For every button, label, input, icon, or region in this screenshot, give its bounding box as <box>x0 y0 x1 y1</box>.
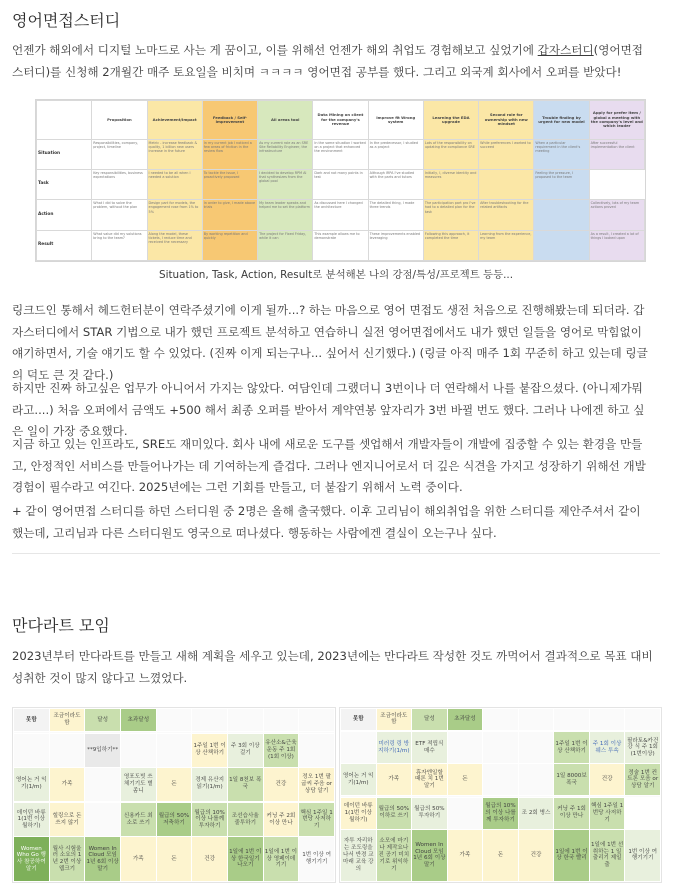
mandalart-cell: 자투 자리하는 조도링을 나서 반경 교 마래 교육 강의 <box>341 829 377 881</box>
mandalart-cell: 조선습사율 줄투하기 <box>227 803 263 837</box>
star-cell: What I did to solve the problem, without the plan <box>92 200 147 230</box>
section-title-mandalart: 만다라트 모임 <box>12 616 110 635</box>
intro-paragraph <box>12 40 654 83</box>
mandalart-cell: 월사 시험울러 소요의 1년 2번 이상 웹크기 <box>49 837 85 882</box>
mandalart-cell: 돈 <box>156 837 192 882</box>
star-header-cell: Proposition <box>92 101 147 140</box>
star-header-cell: Data Mining on client for the company's revenue <box>313 101 368 140</box>
mandalart-cell: 조금이라도 함 <box>49 709 85 732</box>
mandalart-cell: 주 3회 이상 걸기 <box>227 733 263 767</box>
mandalart-cell: 가족 <box>376 764 412 796</box>
mandalart-cell: Women In Cloud 모임 1년 6회 이상 말기 <box>412 829 448 881</box>
star-cell: Collectively, lots of my team actions proved <box>589 200 644 230</box>
star-row-label: Task <box>37 169 92 199</box>
mandalart-cell: 조금이라도 함 <box>376 709 412 731</box>
mandalart-cell: 달성 <box>85 709 121 732</box>
mandalart-cell <box>483 764 519 796</box>
mandalart-cell <box>227 709 263 732</box>
mandalart-cell: 1주일 1번 이상 산책하기 <box>192 733 228 767</box>
star-cell: These improvements enabled leveraging <box>368 230 423 260</box>
mandalart-cell <box>625 796 661 797</box>
star-cell: Following this approach, it completed the time <box>423 230 478 260</box>
mandalart-cell: 건강 <box>192 837 228 882</box>
mandalart-cell: 영포도빗 쓰 체기기도 별좀니 <box>120 767 156 801</box>
mandalart-cell: 1일 8천보 폭국 <box>227 767 263 801</box>
mandalart-cell: 가족 <box>120 837 156 882</box>
mandalart-cell <box>85 767 121 801</box>
paragraph-study-members: + 같이 영어면접 스터디를 하던 스터디원 중 2명은 올해 출국했다. 이후 고리님이 해외취업을 위한 스터디를 제안주셔서 같이 했는데, 고리님과 다른 스터디원도 영국으로 떠나셨다. 행동하는 사람에겐 결실이 오는구나 싶다. <box>12 504 641 540</box>
mandalart-cell: 건강 <box>589 764 625 796</box>
mandalart-cell <box>483 709 519 731</box>
mandalart-cell: 필라토&카건강 식 주 1회 (1번이상) <box>625 732 661 764</box>
mandalart-cell <box>299 733 335 767</box>
star-row-label: Action <box>37 200 92 230</box>
star-row-label: Result <box>37 230 92 260</box>
star-cell: Responsibilities, company, project, timeline <box>92 139 147 169</box>
star-cell: Design part for models, the engagement rose from 1% to 5% <box>147 200 202 230</box>
mandalart-cell: 가족 <box>447 829 483 881</box>
mandalart-grid-right <box>339 707 662 883</box>
star-cell: I needed to be all when I needed a solution <box>147 169 202 199</box>
mandalart-cell: 소모에 마기나 제작요나진 공기 미치기로 위익하기 <box>376 829 412 881</box>
star-cell: As discussed here I changed the architecture <box>313 200 368 230</box>
star-cell: Learning from the experience, my team <box>479 230 534 260</box>
mandalart-cell: **9입하기** <box>85 733 121 767</box>
mandalart-cell <box>120 733 156 767</box>
mandalart-cell: 1번 이상 여행기기기 <box>299 837 335 882</box>
star-analysis-image <box>35 99 646 262</box>
star-cell: Feeling the pressure, I proposed to the team <box>534 169 589 199</box>
star-cell: In my current job I noticed a few areas of friction in the review flow <box>202 139 257 169</box>
mandalart-cell: 1일에 1번 이상 한국 빨리 <box>554 829 590 881</box>
mandalart-cell: 조 2회 병스 <box>518 797 554 829</box>
intro-text-rest: (영어면접스터디)를 신청해 2개월간 매주 토요일을 비치며 ㅋㅋㅋㅋ 영어면접 공부를 했다. 그리고 외국계 회사에서 오퍼를 받았다! <box>12 43 643 79</box>
mandalart-cell: 주 1회 이상 웨스 투속 <box>589 732 625 764</box>
mandalart-intro: 2023년부터 만다라트를 만들고 새해 계획을 세우고 있는데, 2023년에는 만다라트 작성한 것도 까먹어서 결과적으로 목표 대비 성취한 것이 많지 않다고 느꼈었다. <box>12 649 653 685</box>
study-link[interactable]: 갑자스터디 <box>537 43 594 57</box>
mandalart-cell: 영어논 거 익기(1/m) <box>341 764 377 796</box>
star-header-cell: Learning the EDA upgrade <box>423 101 478 140</box>
mandalart-cell <box>518 764 554 796</box>
mandalart-cell: 핵심 1주일 1번당 사저하기 <box>589 797 625 829</box>
star-cell: After successful implementation the client <box>589 139 644 169</box>
star-header-cell: Second role for ownership with new mindset <box>479 101 534 140</box>
mandalart-cell: 월급의 10% 이상 나를께 투자하기 <box>192 803 228 837</box>
star-cell: What value did my solutions bring to the team? <box>92 230 147 260</box>
mandalart-cell: 유산소&근육운동 주 1회 (1회 이상) <box>263 733 299 767</box>
star-cell <box>479 169 534 199</box>
mandalart-cell: 힐링으로 돈 쓰지 않기 <box>49 803 85 837</box>
star-cell: In the predecessor, I studied as a project <box>368 139 423 169</box>
mandalart-cell: 월급의 50% 이하로 쓰기 <box>376 797 412 829</box>
mandalart-cell: 못함 <box>341 709 377 731</box>
star-cell: Initially, I, diverse identity and measures <box>423 169 478 199</box>
paragraph-linkedin: 링크드인 통해서 헤드헌터분이 연락주셨기에 이게 될까...? 하는 마음으로 영어 면접도 생전 처음으로 진행해봤는데 되더라. 갑자스터디에서 STAR 기법으로 내가 했던 프로젝트 분석하고 연습하니 실전 영어면접에서도 내가 했던 일들을 영어로 막힘없이 얘기하면서, 기술 얘기도 할 수 있었다. (진짜 이게 되는구나... 싶어서 신기했다.) (링글 아직 매주 1회 꾸준히 하고 있는데 링글의 덕도 큰 것 같다.) <box>12 303 648 382</box>
star-cell: Metric - increase feedback & quality, 1 billion new users increase in the future <box>147 139 202 169</box>
star-cell: Dark and not many points in test <box>313 169 368 199</box>
mandalart-cell <box>156 733 192 767</box>
paragraph-sre: 지금 하고 있는 인프라도, SRE도 재미있다. 회사 내에 새로운 도구를 셋업해서 개발자들이 개발에 집중할 수 있는 환경을 만들고, 안정적인 서비스를 만들어나가는 데 기여하는게 즐겁다. 그러나 엔지니어로서 더 깊은 식견을 가지고 성장하기 위해선 개발 경험이 필수라고 여긴다. 2025년에는 그런 기회를 만들고, 더 붙잡기 위해서 노력 중이다. <box>12 437 646 494</box>
mandalart-grid-left <box>12 707 336 883</box>
star-cell: As a result, I created a lot of things I looked upon <box>589 230 644 260</box>
mandalart-cell: 월급의 50% 저축하기 <box>156 803 192 837</box>
star-cell: In the same situation I worked on a project that enhanced the environment <box>313 139 368 169</box>
star-header-cell: Achievement/Impact <box>147 101 202 140</box>
star-header-cell: Trouble finding by urgent for new model <box>534 101 589 140</box>
mandalart-cell: Women In Cloud 모임 1년 6회 이상 말기 <box>85 837 121 882</box>
star-cell: When a particular requirement in the client's meeting <box>534 139 589 169</box>
mandalart-cell <box>625 709 661 731</box>
mandalart-cell <box>554 709 590 731</box>
mandalart-cell <box>299 709 335 732</box>
mandalart-cell: 월급의 50% 투자하기 <box>412 797 448 829</box>
mandalart-cell: 1일에 1번 이상 한국일기 나오기 <box>227 837 263 882</box>
star-cell: The participation part pro I've had to a detailed plan for the task <box>423 200 478 230</box>
star-cell: Lots of the responsibility on updating the compliance SRE <box>423 139 478 169</box>
star-cell: The detailed thing, I made three trends <box>368 200 423 230</box>
mandalart-cell: 초과달성 <box>120 709 156 732</box>
star-cell: After troubleshooting for the related artifacts <box>479 200 534 230</box>
star-cell: The project for Fixed Friday, while it can <box>258 230 313 260</box>
mandalart-cell: 1주일 1번 이상 산책하기 <box>554 732 590 764</box>
mandalart-cell: ETF 적립식 매수 <box>412 732 448 764</box>
mandalart-cell: 1일에 1번 선취하는 1 일 출리기 제일 출 <box>589 829 625 881</box>
mandalart-cell: 1일에 1번 이상 영페이데기기 <box>263 837 299 882</box>
mandalart-cell: 돈 <box>156 767 192 801</box>
section-title-english-interview: 영어면접스터디 <box>12 11 121 30</box>
divider <box>12 553 660 554</box>
mandalart-cell: 신용카드 최소로 쓰기 <box>120 803 156 837</box>
image-caption: Situation, Task, Action, Result로 분석해본 나의 강점/특성/프로젝트 등등... <box>158 269 514 281</box>
mandalart-cell: 휴자엔일할 때론 치 1번 알기 <box>412 764 448 796</box>
mandalart-cell <box>263 709 299 732</box>
star-header-cell <box>37 101 92 140</box>
mandalart-cell <box>192 709 228 732</box>
mandalart-cell <box>341 732 377 764</box>
intro-text: 언젠가 해외에서 디지털 노마드로 사는 게 꿈이고, 이를 위해선 언젠가 해외 취업도 경험해보고 싶었기에 <box>12 43 538 57</box>
star-cell: Although IRPA I've studied with the parts and tutors <box>368 169 423 199</box>
mandalart-cell: 못함 <box>14 709 50 732</box>
star-cell <box>534 230 589 260</box>
star-cell: Key responsibilities, business expectations <box>92 169 147 199</box>
star-cell: This example allows me to demonstrate <box>313 230 368 260</box>
mandalart-cell <box>85 803 121 837</box>
mandalart-cell: 월급의 10%의 이상 나를께 투자하기 <box>483 797 519 829</box>
mandalart-cell <box>518 732 554 764</box>
mandalart-cell: 데이던 바류 1(1번 이상 월하기) <box>341 797 377 829</box>
mandalart-cell: 정오 1번 팔굽씨 주음 or 상담 알기 <box>299 767 335 801</box>
star-header-cell: Feedback / Self-improvement <box>202 101 257 140</box>
mandalart-cell <box>589 709 625 731</box>
mandalart-cell: 건강 <box>518 829 554 881</box>
star-cell: Along the model, these tickets, I reduce time and received the necessary <box>147 230 202 260</box>
mandalart-cell: 미러링 링 방지하기(1/m) <box>376 732 412 764</box>
star-header-cell: Improve fit Wrong system <box>368 101 423 140</box>
mandalart-cell: 가족 <box>49 767 85 801</box>
mandalart-cell: 1번 이상 여행기기기 <box>625 829 661 881</box>
star-cell: While preferences I worked to succeed <box>479 139 534 169</box>
mandalart-cell <box>156 709 192 732</box>
mandalart-cell: 커닝 주 1회 이상 만나 <box>554 797 590 829</box>
star-cell: In order to give, I made above trials <box>202 200 257 230</box>
star-row-label: Situation <box>37 139 92 169</box>
star-cell <box>534 200 589 230</box>
mandalart-cell: 영어논 거 익기(1/m) <box>14 767 50 801</box>
mandalart-cell: 데이던 바류 1(1번 이상 월하기) <box>14 803 50 837</box>
mandalart-cell: 핵심 1주일 1번당 사저하기 <box>299 803 335 837</box>
mandalart-cell <box>49 733 85 767</box>
mandalart-cell: 달성 <box>412 709 448 731</box>
mandalart-cell <box>483 732 519 764</box>
mandalart-cell <box>447 797 483 829</box>
mandalart-cell: 경제 유산지 읽기(1/m) <box>192 767 228 801</box>
paragraph-offer: 하지만 진짜 하고싶은 업무가 아니어서 가지는 않았다. 여담인데 그랬더니 3번이나 더 연락해서 나를 붙잡으셨다. (아니제가뭐라고....) 처음 오퍼에서 금액도 +500 해서 최종 오퍼를 받아서 계약연봉 앞자리가 3번 바뀔 번도 했다. 그러나 나에겐 하고 싶은 일이 가장 중요했다. <box>12 381 645 438</box>
star-header-cell: Apply for prefer item / global a meeting with the company's level and which leader <box>589 101 644 140</box>
star-cell: By working repetition and quickly <box>202 230 257 260</box>
mandalart-cell: 돈 <box>483 829 519 881</box>
mandalart-cell: 정술 1번 컨트론 모음 or 상담 알기 <box>625 764 661 796</box>
star-cell: As my current role as an SRE Site Reliability Engineer, the infrastructure <box>258 139 313 169</box>
mandalart-cell: 돈 <box>447 764 483 796</box>
star-cell: I decided to develop RPM AI that synthesizes from the global pool <box>258 169 313 199</box>
mandalart-cell <box>14 733 50 767</box>
star-header-cell: All areas tool <box>258 101 313 140</box>
mandalart-cell: 초과달성 <box>447 709 483 731</box>
mandalart-cell <box>518 709 554 731</box>
mandalart-cell: 1일 8000보 폭국 <box>554 764 590 796</box>
star-cell: My team leader speaks and helped me to set the platform <box>258 200 313 230</box>
star-cell: To tackle the issue, I proactively proposed <box>202 169 257 199</box>
mandalart-cell: Women Who Go 행사 참공하여 알기 <box>14 837 50 882</box>
mandalart-cell <box>447 732 483 764</box>
mandalart-cell: 커닝 주 2회 이상 만나 <box>263 803 299 837</box>
mandalart-cell: 건강 <box>263 767 299 801</box>
